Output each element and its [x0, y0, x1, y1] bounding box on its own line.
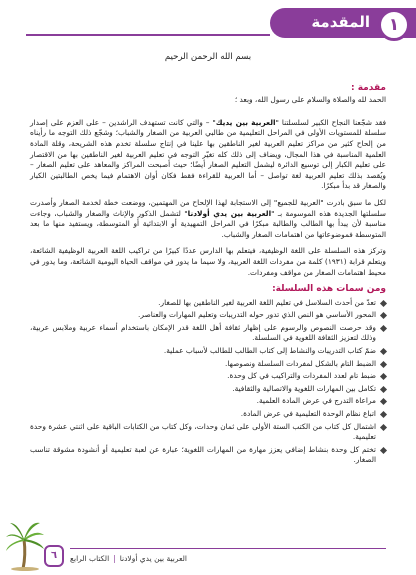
feature-item: المحور الأساسي هو النص الذي تدور حوله التدريبات وتعليم المهارات والعناصر.: [30, 310, 386, 321]
paragraph-3: وتركز هذه السلسلة على اللغة الوظيفية، فيتعلم بها الدارس عددًا كبيرًا من تراكيب اللغة العربية الوظيفية الشائعة، ويتعلم قرابة (١٩٣١) كلمة من مفردات اللغة العربية، ولا سيما ما يدور في مواقف الحياة اليومية الشائعة، وما يدور في محيط اهتمامات الصغار من مواقف ومفردات.: [30, 246, 386, 277]
paragraph-2-text-c: " لتشمل الذكور والإناث والصغار والشباب، وجاءت مناسبة لأن يبدأ بها الطالب والطالبة مبكرًا في المراحل التمهيدية أو الابتدائية أو المتوسطة، ويستفيد منها ما بعد المتوسطة فموضوعاتها من اهتمامات الصغار والشباب.: [30, 208, 386, 239]
page-content: [30, 52, 386, 468]
features-list: [30, 298, 386, 466]
footer-rule: [70, 548, 386, 549]
feature-item: وقد حرصت النصوص والرسوم على إظهار ثقافة أهل اللغة قدر الإمكان باستخدام أسماء عربية وملابس عربية، وذلك لتعزيز الثقافة اللغوية في السلسلة.: [30, 323, 386, 344]
chapter-title: المقدمة: [311, 13, 370, 31]
feature-item: تكامل بين المهارات اللغوية والاتصالية والثقافية.: [30, 384, 386, 395]
paragraph-1-text-c: " – والتي كانت تستهدف الراشدين – على العزم على إصدار سلسلة للمستويات الأولى في المراحل التعليمية من طالبي العربية من الصغار والشباب؛ وشجّع ذلك التوجه ما رأيناه من إلحاح كثير من مراكز تعليم العربية لغير الناطقين بها علينا في إنتاج سلسلة تخدم هذه الشريحة، وقلة المادة العلمية المناسبة في هذا المجال، ويضاف إلى ذلك كله تغيّر التوجه في تعليم العربية لغير الناطقين بها من الاقتصار على تعليم الكبار إلى توسيع الدائرة ليشمل التعليم الصغار أيضًا؛ حيث أصبحت المراكز والمعاهد على تعليم الصغار – ويُقصد بذلك تعليم العربية لغة تواصل – أما العربية للقراءة فقط فكان أوان الاهتمام فيما يخص الطالبتين الكبار والصغار قد بدأ مبكرًا.: [30, 117, 386, 191]
paragraph-2-text-a: لكل ما سبق بادرت "العربية للجميع" إلى الاستجابة لهذا الإلحاح من المهتمين، ووضعت خطة لخدمة الصغار وأصدرت سلسلتها الجديدة هذه الموسومة بـ ": [30, 197, 386, 218]
feature-item: ضمّ كتاب التدريبات والنشاط إلى كتاب الطالب للطالب لأسباب عملية.: [30, 346, 386, 357]
chapter-banner: [270, 8, 416, 38]
basmala: بسم الله الرحمن الرحيم: [164, 52, 252, 62]
feature-item: ضبط تام لعدد المفردات والتراكيب في كل وحدة.: [30, 371, 386, 382]
series-name-adults: العربية بين يديك: [215, 117, 276, 127]
feature-item: تختم كل وحدة بنشاط إضافي يعزز مهارة من المهارات اللغوية؛ عبارة عن لعبة تعليمية أو أنشودة مشوقة تناسب الصغار.: [30, 445, 386, 466]
feature-item: الضبط التام بالشكل لمفردات السلسلة ونصوصها.: [30, 359, 386, 370]
series-name-children: العربية بين يدي أولادنا: [187, 208, 272, 218]
page-number: ٦: [44, 545, 64, 567]
paragraph-1-text-a: فقد شجّعنا النجاح الكبير لسلسلتنا ": [275, 117, 386, 127]
footer-separator: |: [113, 554, 116, 563]
footer-text: [70, 554, 187, 563]
greeting-line: الحمد لله والصلاة والسلام على رسول الله، وبعد ؛: [234, 95, 386, 105]
header-rule: [26, 34, 270, 36]
paragraph-1: [30, 118, 386, 192]
feature-item: اشتمال كل كتاب من الكتب الستة الأولى على ثمان وحدات، وكل كتاب من الكتابات الباقية على اثنتي عشرة وحدة تعليمية.: [30, 422, 386, 443]
feature-item: تعدّ من أحدث السلاسل في تعليم اللغة العربية لغير الناطقين بها للصغار.: [30, 298, 386, 309]
chapter-number-badge: ١: [378, 9, 410, 41]
footer-book-title: الكتاب الرابع: [70, 554, 110, 563]
features-heading: ومن سمات هذه السلسلة:: [272, 284, 386, 295]
feature-item: اتباع نظام الوحدة التعليمية في عرض المادة.: [30, 409, 386, 420]
palm-tree-icon: [4, 517, 46, 571]
footer-series-title: العربية بين يدي أولادنا: [119, 554, 188, 563]
feature-item: مراعاة التدرج في عرض المادة العلمية.: [30, 396, 386, 407]
paragraph-2: [30, 198, 386, 240]
intro-heading: مقدمة :: [350, 82, 386, 93]
